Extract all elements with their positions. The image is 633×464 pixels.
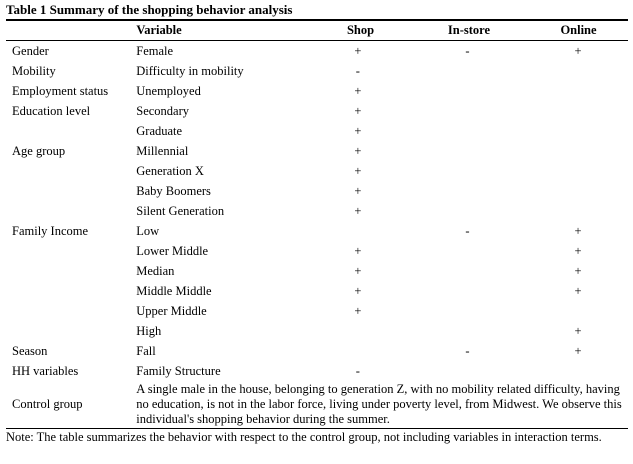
row-online-effect (528, 161, 628, 181)
row-group-label (6, 261, 136, 281)
row-online-effect (528, 121, 628, 141)
row-online-effect (528, 301, 628, 321)
row-online-effect: + (574, 323, 582, 338)
row-variable: Silent Generation (136, 203, 225, 218)
row-instore-effect (407, 81, 528, 101)
row-instore-effect (407, 241, 528, 261)
row-instore-effect (407, 301, 528, 321)
row-shop-effect (309, 321, 407, 341)
row-online-effect: + (574, 223, 582, 238)
row-variable: Baby Boomers (136, 183, 211, 198)
summary-table-container (6, 2, 628, 445)
row-group-label: Gender (12, 43, 49, 58)
row-variable: Median (136, 263, 175, 278)
row-variable: Female (136, 43, 174, 58)
table-row (6, 81, 628, 101)
table-row (6, 221, 628, 241)
table-row (6, 241, 628, 261)
header-online: Online (560, 23, 597, 37)
row-shop-effect (309, 341, 407, 361)
row-variable: Upper Middle (136, 303, 207, 318)
row-online-effect (528, 201, 628, 221)
row-online-effect: + (574, 283, 582, 298)
row-instore-effect (407, 261, 528, 281)
row-variable: Generation X (136, 163, 204, 178)
row-shop-effect: - (355, 363, 360, 378)
row-group-label (6, 301, 136, 321)
row-group-label (6, 201, 136, 221)
row-variable: Secondary (136, 103, 190, 118)
row-group-label (6, 241, 136, 261)
table-title: Table 1 Summary of the shopping behavior analysis (6, 2, 293, 17)
row-shop-effect: + (354, 243, 362, 258)
summary-table (6, 21, 628, 40)
row-shop-effect: + (354, 283, 362, 298)
row-shop-effect (309, 221, 407, 241)
row-variable: Graduate (136, 123, 183, 138)
row-instore-effect (407, 61, 528, 81)
row-group-label (6, 121, 136, 141)
table-row (6, 261, 628, 281)
table-row (6, 141, 628, 161)
row-shop-effect: + (354, 43, 362, 58)
row-shop-effect: + (354, 203, 362, 218)
table-row (6, 41, 628, 61)
header-instore: In-store (447, 23, 491, 37)
row-variable: Middle Middle (136, 283, 212, 298)
row-shop-effect: + (354, 163, 362, 178)
row-variable: Difficulty in mobility (136, 63, 244, 78)
row-group-label: Season (12, 343, 48, 358)
row-online-effect (528, 81, 628, 101)
table-row (6, 161, 628, 181)
table-note: Note: The table summarizes the behavior with respect to the control group, not including variables in interaction terms. (6, 430, 602, 444)
row-group-label: Employment status (12, 83, 109, 98)
row-instore-effect (407, 101, 528, 121)
row-group-label: Age group (12, 143, 66, 158)
row-online-effect (528, 181, 628, 201)
row-variable: Low (136, 223, 160, 238)
row-shop-effect: + (354, 103, 362, 118)
row-variable: High (136, 323, 162, 338)
row-online-effect (528, 101, 628, 121)
row-instore-effect (407, 181, 528, 201)
row-instore-effect: - (465, 43, 470, 58)
row-instore-effect (407, 161, 528, 181)
row-variable: Family Structure (136, 363, 221, 378)
header-shop: Shop (346, 23, 375, 37)
row-shop-effect: + (354, 263, 362, 278)
control-group-row (6, 381, 628, 428)
row-variable: Lower Middle (136, 243, 209, 258)
row-group-label (6, 281, 136, 301)
row-variable: Unemployed (136, 83, 201, 98)
row-instore-effect (407, 201, 528, 221)
row-online-effect: + (574, 43, 582, 58)
table-row (6, 321, 628, 341)
table-row (6, 281, 628, 301)
row-instore-effect (407, 321, 528, 341)
summary-table-body (6, 41, 628, 428)
header-row (6, 21, 628, 40)
row-group-label: Mobility (12, 63, 56, 78)
row-group-label: HH variables (12, 363, 79, 378)
table-row (6, 201, 628, 221)
row-shop-effect: + (354, 143, 362, 158)
row-shop-effect: + (354, 83, 362, 98)
row-shop-effect: + (354, 183, 362, 198)
row-group-label (6, 161, 136, 181)
table-row (6, 361, 628, 381)
row-online-effect: + (574, 243, 582, 258)
header-variable: Variable (136, 23, 182, 37)
row-instore-effect (407, 121, 528, 141)
row-group-label: Family Income (12, 223, 89, 238)
row-instore-effect (407, 281, 528, 301)
row-online-effect: + (574, 343, 582, 358)
control-group-label: Control group (12, 397, 83, 411)
table-row (6, 101, 628, 121)
row-instore-effect: - (465, 343, 470, 358)
row-online-effect (528, 141, 628, 161)
control-group-description: A single male in the house, belonging to generation Z, with no mobility related difficulty, having no education, is not in the labor force, living under poverty level, from Midwest. We observe this individual's shopping behavior during the summer. (136, 382, 622, 426)
row-online-effect (528, 361, 628, 381)
table-row (6, 61, 628, 81)
row-group-label (6, 321, 136, 341)
row-online-effect (528, 61, 628, 81)
row-shop-effect: + (354, 303, 362, 318)
table-row (6, 181, 628, 201)
table-row (6, 341, 628, 361)
row-online-effect: + (574, 263, 582, 278)
row-variable: Millennial (136, 143, 189, 158)
row-shop-effect: - (355, 63, 360, 78)
row-instore-effect (407, 361, 528, 381)
row-instore-effect (407, 141, 528, 161)
row-group-label: Education level (12, 103, 91, 118)
row-variable: Fall (136, 343, 156, 358)
table-row (6, 301, 628, 321)
row-instore-effect: - (465, 223, 470, 238)
row-shop-effect: + (354, 123, 362, 138)
row-group-label (6, 181, 136, 201)
table-row (6, 121, 628, 141)
